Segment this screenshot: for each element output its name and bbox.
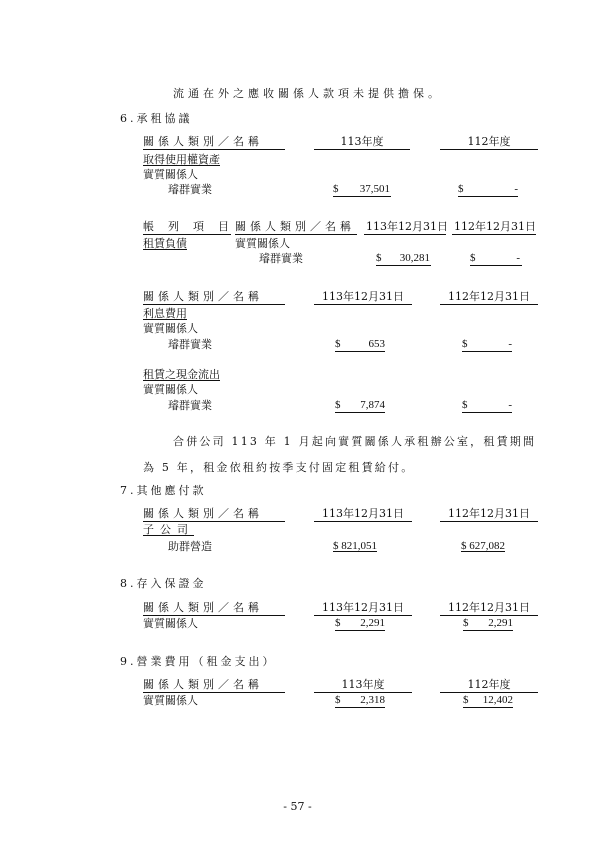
section-8-title: 8.存入保證金 xyxy=(120,577,207,590)
row-name: 璿群實業 xyxy=(168,399,212,412)
value-2023: - xyxy=(516,252,520,264)
currency-symbol: $ xyxy=(376,252,382,264)
row-group-label: 子公司 xyxy=(143,523,194,536)
col-header-date-2: 112年12月31日 xyxy=(454,220,536,233)
row-name: 璿群實業 xyxy=(168,338,212,351)
header-rule xyxy=(143,615,285,616)
col-header-date-1: 113年12月31日 xyxy=(322,290,404,303)
value-2024: 2,318 xyxy=(360,694,385,706)
col-header-date-2: 112年12月31日 xyxy=(448,601,530,614)
value-underline xyxy=(463,707,513,708)
header-rule xyxy=(440,304,538,305)
currency-symbol: $ xyxy=(458,183,464,195)
col-header-label: 關係人類別／名稱 xyxy=(143,507,263,520)
row-category: 實質關係人 xyxy=(143,322,198,335)
col-header-year-2: 112年度 xyxy=(467,135,511,148)
col-header-year-1: 113年度 xyxy=(340,135,384,148)
value-2024: 30,281 xyxy=(399,252,430,264)
currency-symbol: $ xyxy=(335,617,341,629)
header-rule xyxy=(143,234,231,235)
value-underline xyxy=(470,265,522,266)
lease-note-line-2: 為 5 年，租金依租約按季支付固定租賃給付。 xyxy=(143,461,415,474)
col-header-label: 關係人類別／名稱 xyxy=(143,601,263,614)
col-header-label: 關係人類別／名稱 xyxy=(143,135,263,148)
currency-symbol: $ xyxy=(463,617,469,629)
col-header-date-1: 113年12月31日 xyxy=(322,507,404,520)
value-2024: 2,291 xyxy=(360,617,385,629)
value-2023: $ 627,082 xyxy=(461,540,505,552)
value-2023: - xyxy=(514,183,518,195)
value-underline xyxy=(335,707,385,708)
value-2024: 7,874 xyxy=(360,399,385,411)
row-category: 實質關係人 xyxy=(235,237,290,250)
value-2023: - xyxy=(508,399,512,411)
currency-symbol: $ xyxy=(335,338,341,350)
row-item: 租賃負債 xyxy=(143,237,187,250)
header-rule xyxy=(440,149,538,150)
col-header-date-1: 113年12月31日 xyxy=(366,220,448,233)
currency-symbol: $ xyxy=(462,338,468,350)
row-name: 璿群實業 xyxy=(168,183,212,196)
value-underline xyxy=(335,412,385,413)
col-header-date-1: 113年12月31日 xyxy=(322,601,404,614)
header-rule xyxy=(143,692,285,693)
header-rule xyxy=(314,521,412,522)
value-underline xyxy=(463,630,513,631)
col-header-date-2: 112年12月31日 xyxy=(448,290,530,303)
col-header-label: 關係人類別／名稱 xyxy=(143,290,263,303)
col-header-item: 帳列項目 xyxy=(143,220,243,233)
value-underline xyxy=(335,351,385,352)
value-underline xyxy=(333,196,391,197)
header-rule xyxy=(452,234,536,235)
row-category: 實質關係人 xyxy=(143,617,198,630)
section-9-title: 9.營業費用（租金支出） xyxy=(120,655,277,668)
row-group-label: 取得使用權資產 xyxy=(143,153,220,166)
row-name: 助群營造 xyxy=(168,540,212,553)
header-rule xyxy=(364,234,446,235)
header-rule xyxy=(314,615,412,616)
value-underline xyxy=(462,351,512,352)
row-category: 實質關係人 xyxy=(143,694,198,707)
col-header-year-1: 113年度 xyxy=(341,678,385,691)
section-6-title: 6.承租協議 xyxy=(120,112,193,125)
header-rule xyxy=(314,692,412,693)
value-underline xyxy=(376,265,431,266)
header-rule xyxy=(143,521,285,522)
row-category: 實質關係人 xyxy=(143,168,198,181)
page-number: - 57 - xyxy=(283,800,312,813)
currency-symbol: $ xyxy=(463,694,469,706)
col-header-date-2: 112年12月31日 xyxy=(448,507,530,520)
value-underline xyxy=(335,630,385,631)
value-2023: 12,402 xyxy=(482,694,513,706)
row-category: 實質關係人 xyxy=(143,383,198,396)
value-2024: 37,501 xyxy=(359,183,390,195)
col-header-year-2: 112年度 xyxy=(467,678,511,691)
row-name: 璿群實業 xyxy=(259,252,303,265)
section-7-title: 7.其他應付款 xyxy=(120,484,207,497)
header-rule xyxy=(314,149,410,150)
currency-symbol: $ xyxy=(335,399,341,411)
value-2024: 653 xyxy=(368,338,385,350)
header-rule xyxy=(440,692,538,693)
header-rule xyxy=(440,521,538,522)
header-rule xyxy=(143,149,285,150)
header-rule xyxy=(143,304,285,305)
currency-symbol: $ xyxy=(462,399,468,411)
header-rule xyxy=(314,304,412,305)
currency-symbol: $ xyxy=(335,694,341,706)
header-rule xyxy=(440,615,538,616)
row-group-label: 利息費用 xyxy=(143,307,187,320)
value-2023: 2,291 xyxy=(488,617,513,629)
col-header-label: 關係人類別／名稱 xyxy=(235,220,355,233)
value-2023: - xyxy=(508,338,512,350)
col-header-label: 關係人類別／名稱 xyxy=(143,678,263,691)
value-underline xyxy=(458,196,518,197)
intro-text: 流通在外之應收關係人款項未提供擔保。 xyxy=(173,87,443,100)
row-group-label: 租賃之現金流出 xyxy=(143,368,220,381)
currency-symbol: $ xyxy=(333,183,339,195)
currency-symbol: $ xyxy=(470,252,476,264)
lease-note-line-1: 合併公司 113 年 1 月起向實質關係人承租辦公室，租賃期間 xyxy=(173,435,537,448)
value-2024: $ 821,051 xyxy=(333,540,377,552)
header-rule xyxy=(235,234,357,235)
value-underline xyxy=(462,412,512,413)
